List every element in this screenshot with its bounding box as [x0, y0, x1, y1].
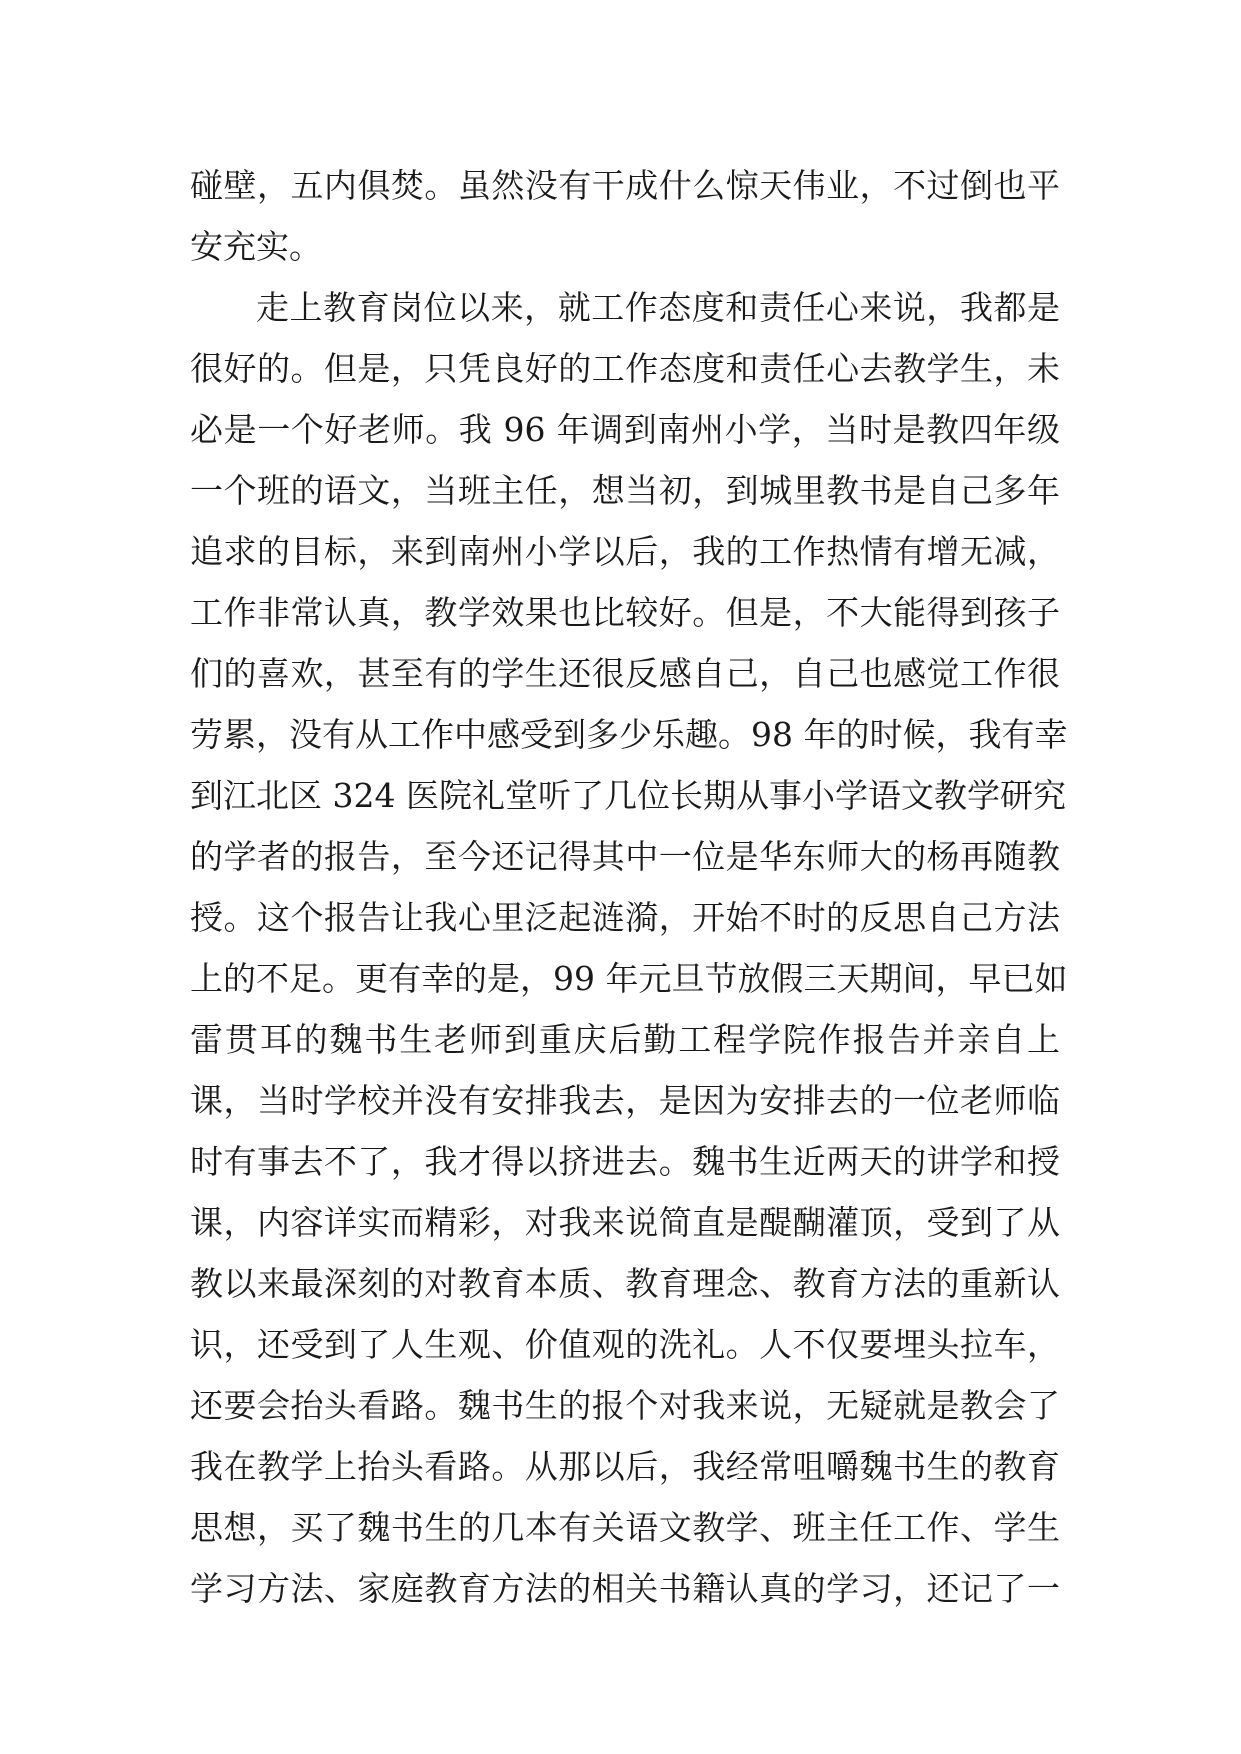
text-line: 的学者的报告，至今还记得其中一位是华东师大的杨再随教	[190, 837, 1060, 876]
text-line: 识，还受到了人生观、价值观的洗礼。人不仅要埋头拉车，	[190, 1325, 1060, 1364]
text-line: 思想，买了魏书生的几本有关语文教学、班主任工作、学生	[190, 1508, 1060, 1547]
document-body	[190, 155, 1068, 1619]
text-line: 们的喜欢，甚至有的学生还很反感自己，自己也感觉工作很	[190, 654, 1060, 693]
text-line: 时有事去不了，我才得以挤进去。魏书生近两天的讲学和授	[190, 1142, 1060, 1181]
text-line: 授。这个报告让我心里泛起涟漪，开始不时的反思自己方法	[190, 898, 1060, 937]
text-line: 课，内容详实而精彩，对我来说简直是醍醐灌顶，受到了从	[190, 1203, 1060, 1242]
text-line: 劳累，没有从工作中感受到多少乐趣。98 年的时候，我有幸	[190, 715, 1068, 754]
text-line: 教以来最深刻的对教育本质、教育理念、教育方法的重新认	[190, 1264, 1060, 1303]
text-line: 安充实。	[190, 227, 322, 266]
text-line: 工作非常认真，教学效果也比较好。但是，不大能得到孩子	[190, 593, 1060, 632]
text-line: 碰壁，五内俱焚。虽然没有干成什么惊天伟业，不过倒也平	[190, 166, 1060, 205]
text-line: 走上教育岗位以来，就工作态度和责任心来说，我都是	[256, 288, 1060, 327]
text-line: 很好的。但是，只凭良好的工作态度和责任心去教学生，未	[190, 349, 1060, 388]
text-line: 到江北区 324 医院礼堂听了几位长期从事小学语文教学研究	[190, 776, 1066, 815]
text-line: 学习方法、家庭教育方法的相关书籍认真的学习，还记了一	[190, 1569, 1060, 1608]
text-line: 必是一个好老师。我 96 年调到南州小学，当时是教四年级	[190, 410, 1060, 449]
text-line: 一个班的语文，当班主任，想当初，到城里教书是自己多年	[190, 471, 1060, 510]
text-line: 雷贯耳的魏书生老师到重庆后勤工程学院作报告并亲自上	[190, 1020, 1060, 1059]
text-line: 还要会抬头看路。魏书生的报个对我来说，无疑就是教会了	[190, 1386, 1060, 1425]
text-line: 课，当时学校并没有安排我去，是因为安排去的一位老师临	[190, 1081, 1060, 1120]
text-line: 追求的目标，来到南州小学以后，我的工作热情有增无减，	[190, 532, 1060, 571]
text-line: 我在教学上抬头看路。从那以后，我经常咀嚼魏书生的教育	[190, 1447, 1060, 1486]
text-line: 上的不足。更有幸的是，99 年元旦节放假三天期间，早已如	[190, 959, 1068, 998]
